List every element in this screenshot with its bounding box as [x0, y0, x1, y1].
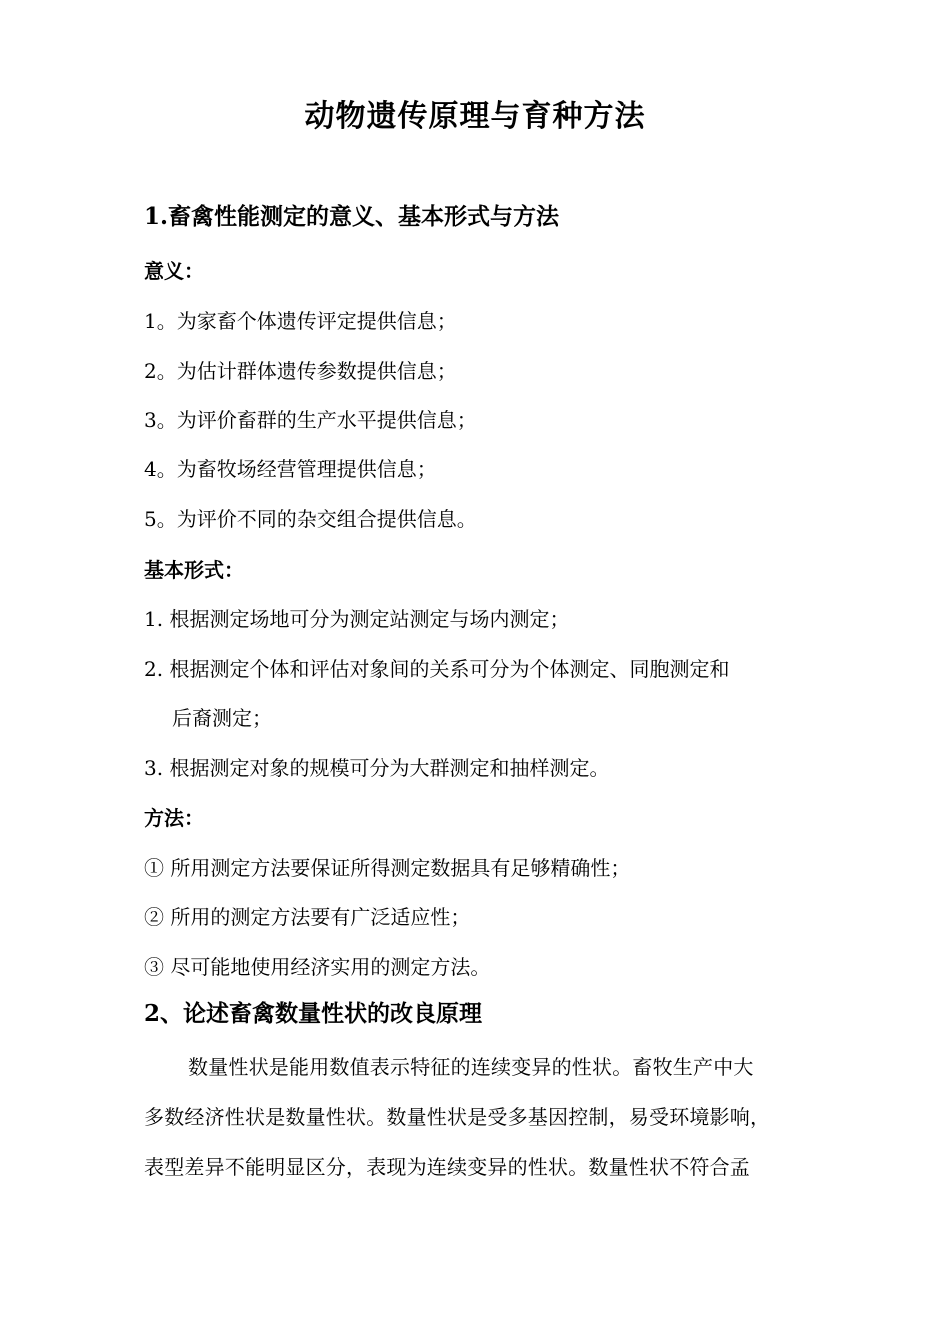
methods-label: 方法： [144, 806, 204, 830]
significance-label: 意义： [144, 259, 204, 283]
forms-label: 基本形式： [144, 558, 244, 582]
significance-item: 1。为家畜个体遗传评定提供信息； [144, 309, 457, 333]
forms-item: 3. 根据测定对象的规模可分为大群测定和抽样测定。 [144, 756, 610, 780]
paragraph-line: 表型差异不能明显区分，表现为连续变异的性状。数量性状不符合孟 [144, 1155, 750, 1179]
paragraph-line: 数量性状是能用数值表示特征的连续变异的性状。畜牧生产中大 [188, 1055, 754, 1079]
paragraph-line: 多数经济性状是数量性状。数量性状是受多基因控制，易受环境影响， [144, 1105, 771, 1129]
methods-item: ① 所用测定方法要保证所得测定数据具有足够精确性； [144, 856, 631, 880]
forms-item: 2. 根据测定个体和评估对象间的关系可分为个体测定、同胞测定和 [144, 657, 730, 681]
significance-item: 5。为评价不同的杂交组合提供信息。 [144, 507, 477, 531]
section2-heading: 2、论述畜禽数量性状的改良原理 [144, 1000, 483, 1027]
document-title: 动物遗传原理与育种方法 [304, 99, 646, 134]
methods-item: ③ 尽可能地使用经济实用的测定方法。 [144, 955, 491, 979]
significance-item: 4。为畜牧场经营管理提供信息； [144, 457, 437, 481]
methods-item: ② 所用的测定方法要有广泛适应性； [144, 905, 471, 929]
significance-item: 3。为评价畜群的生产水平提供信息； [144, 408, 477, 432]
forms-item-continuation: 后裔测定； [172, 706, 272, 730]
section1-heading: 1.畜禽性能测定的意义、基本形式与方法 [144, 203, 560, 230]
significance-item: 2。为估计群体遗传参数提供信息； [144, 359, 457, 383]
forms-item: 1. 根据测定场地可分为测定站测定与场内测定； [144, 607, 570, 631]
